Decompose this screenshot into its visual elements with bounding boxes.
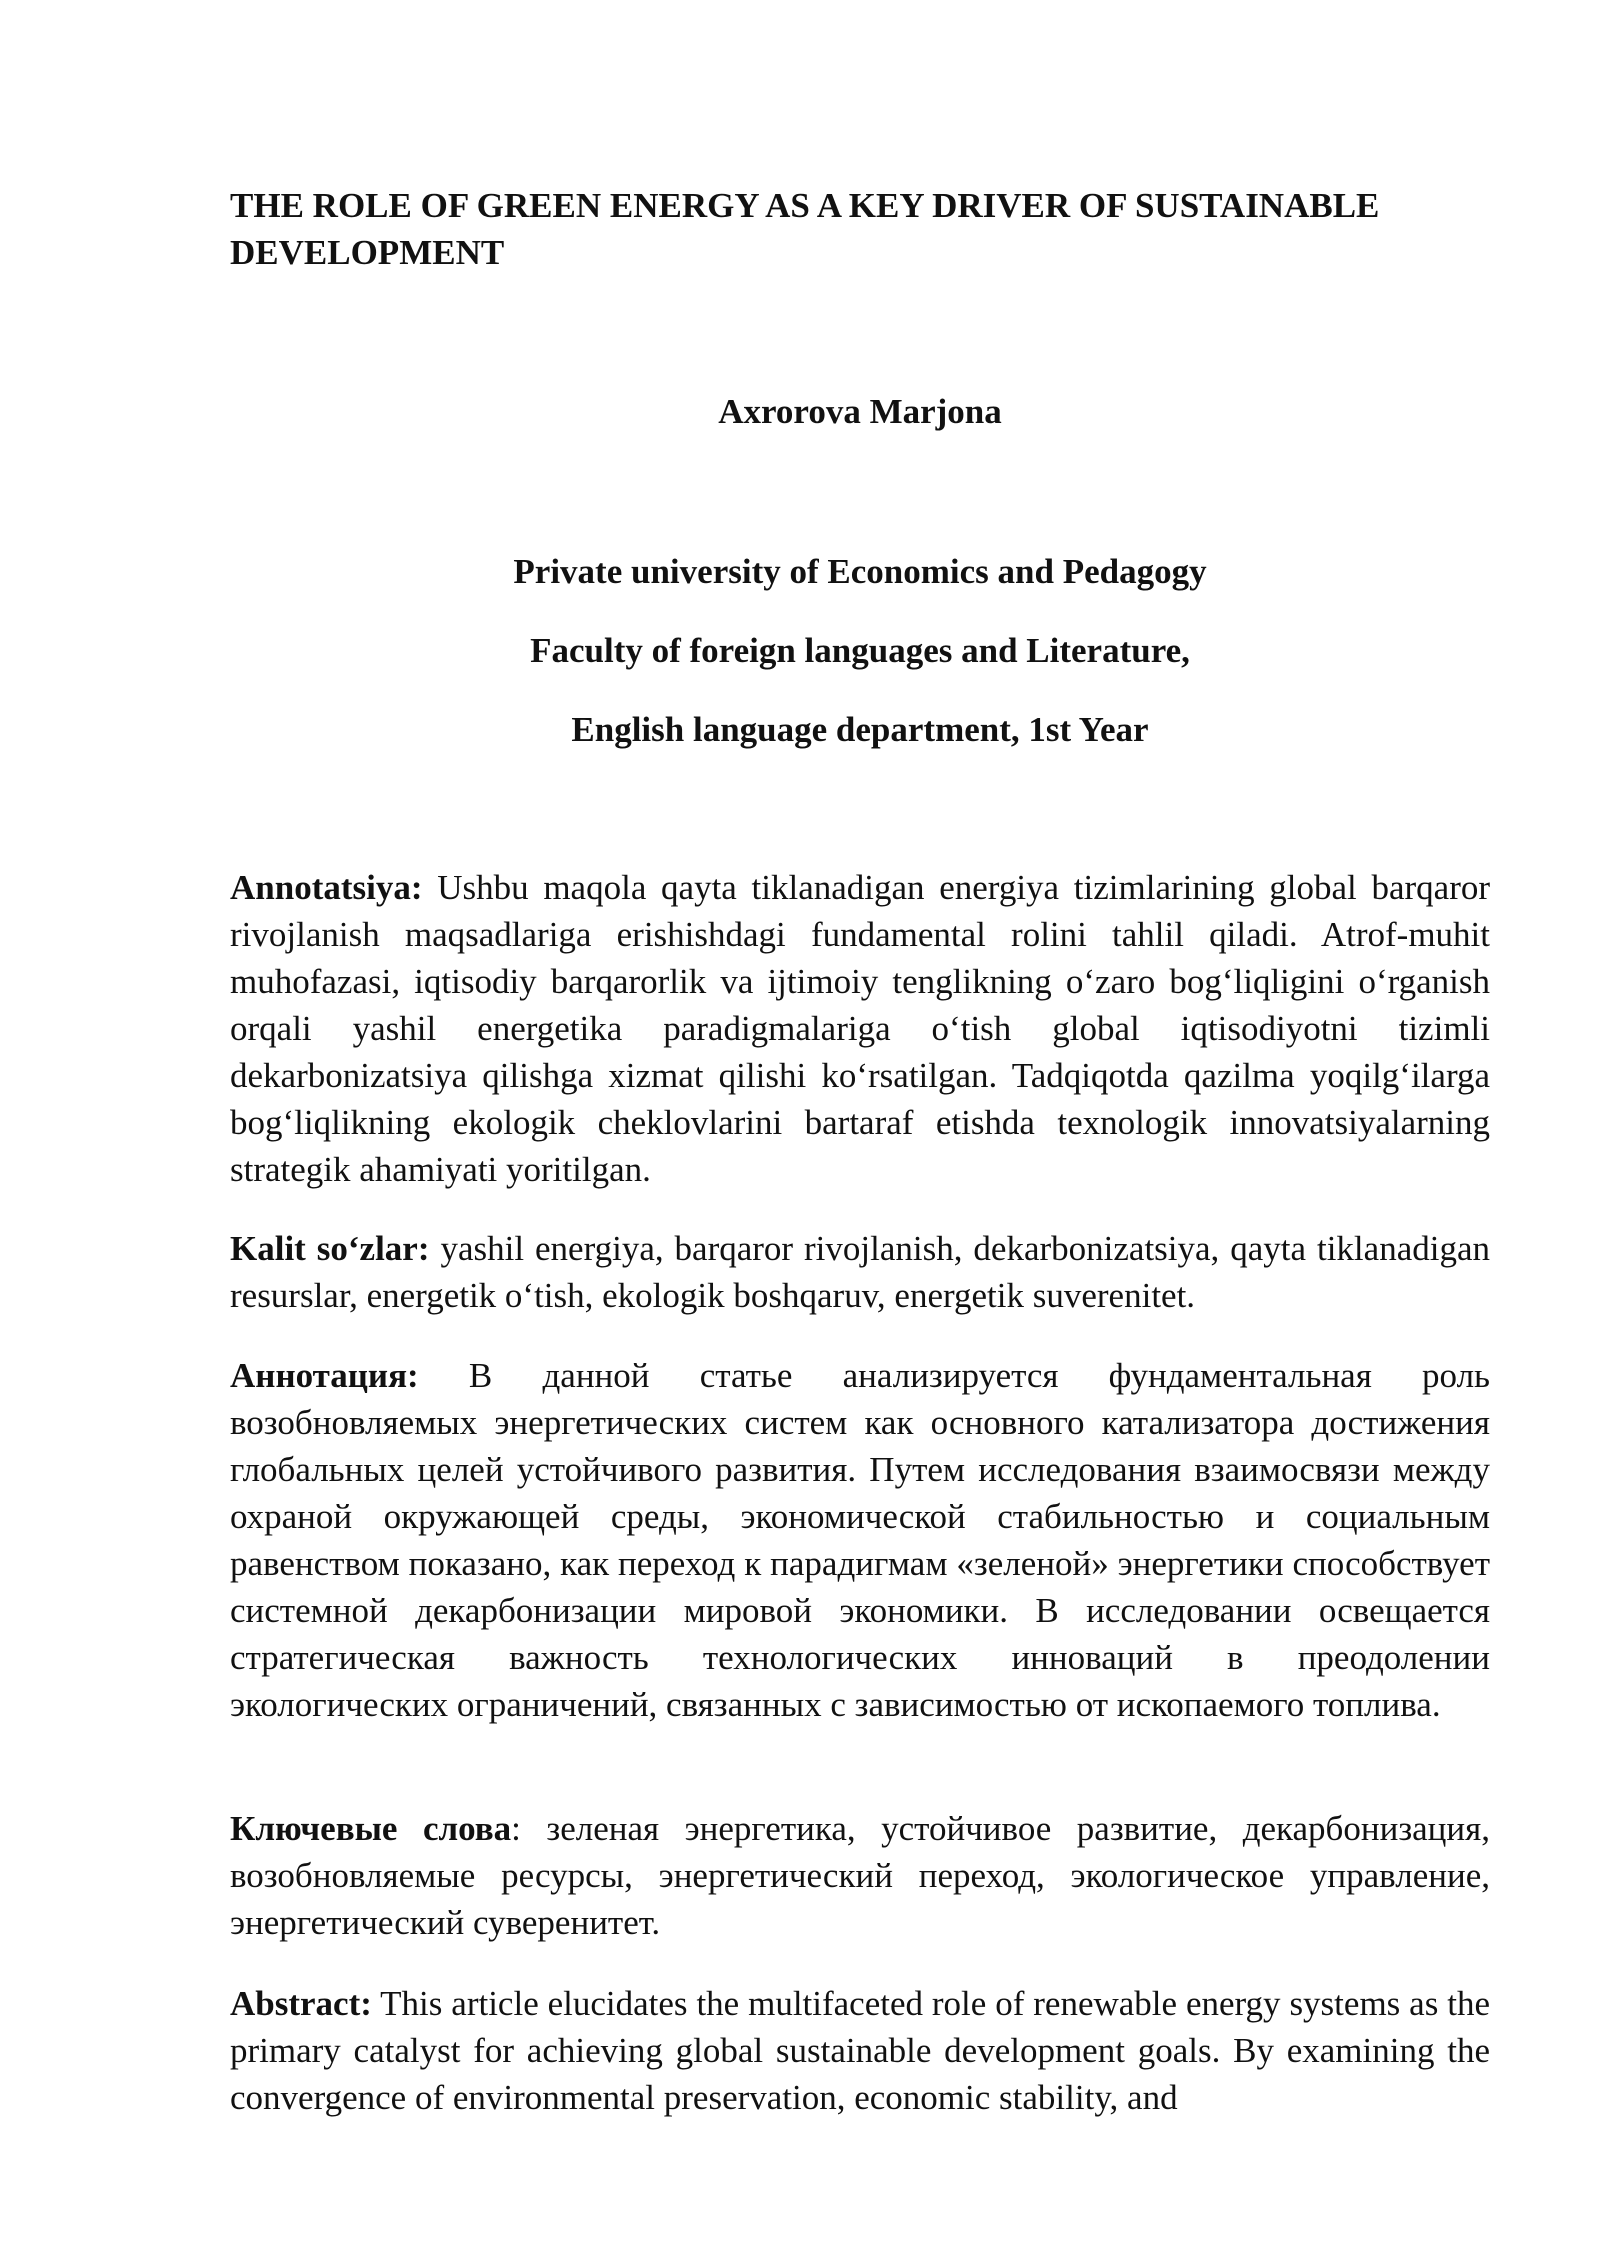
abstract-en-label: Abstract: (230, 1984, 372, 2023)
affiliation-department: English language department, 1st Year (571, 710, 1149, 749)
annotation-ru-text: В данной статье анализируется фундаментальная роль возобновляемых энергетических систем как основного катализатора достижения глобальных целей устойчивого развития. Путем исследования взаимосвязи между охраной окружающей среды, экономической стабильностью и социальным равенством показано, как переход к парадигмам «зеленой» энергетики способствует системной декарбонизации мировой экономики. В исследовании освещается стратегическая важность технологических инноваций в преодолении экологических ограничений, связанных с зависимостью от ископаемого топлива. (230, 1356, 1491, 1724)
keywords-uz-text: yashil energiya, barqaror rivojlanish, dekarbonizatsiya, qayta tiklanadigan resurslar, energetik o‘tish, ekologik boshqaruv, energetik suverenitet. (230, 1229, 1490, 1315)
annotation-uz-text: Ushbu maqola qayta tiklanadigan energiya tizimlarining global barqaror rivojlanish maqsadlariga erishishdagi fundamental rolini tahlil qiladi. Atrof-muhit muhofazasi, iqtisodiy barqarorlik va ijtimoiy tenglikning o‘zaro bog‘liqligini o‘rganish orqali yashil energetika paradigmalariga o‘tish global iqtisodiyotni tizimli dekarbonizatsiya qilishga xizmat qilishi ko‘rsatilgan. Tadqiqotda qazilma yoqilg‘ilarga bog‘liqlikning ekologik cheklovlarini bartaraf etishda texnologik innovatsiyalarning strategik ahamiyati yoritilgan. (230, 868, 1490, 1189)
abstract-en (230, 1980, 1490, 2121)
keywords-ru-text: : зеленая энергетика, устойчивое развитие, декарбонизация, возобновляемые ресурсы, энергетический переход, экологическое управление, энергетический суверенитет. (230, 1809, 1490, 1942)
annotation-uz (230, 864, 1490, 1193)
annotation-ru (230, 1352, 1490, 1728)
affiliation-university: Private university of Economics and Pedagogy (513, 552, 1207, 591)
abstract-en-text: This article elucidates the multifaceted role of renewable energy systems as the primary catalyst for achieving global sustainable development goals. By examining the convergence of environmental preservation, economic stability, and (230, 1984, 1490, 2117)
keywords-uz-label: Kalit so‘zlar: (230, 1229, 430, 1268)
keywords-ru-label: Ключевые слова (230, 1809, 512, 1848)
affiliation-faculty: Faculty of foreign languages and Literature, (530, 631, 1190, 670)
keywords-ru (230, 1805, 1490, 1946)
annotation-ru-label: Аннотация: (230, 1356, 419, 1395)
author-name: Axrorova Marjona (718, 392, 1002, 431)
keywords-uz (230, 1225, 1490, 1319)
paper-title: THE ROLE OF GREEN ENERGY AS A KEY DRIVER OF SUSTAINABLE DEVELOPMENT (230, 186, 1380, 272)
annotation-uz-label: Annotatsiya: (230, 868, 423, 907)
